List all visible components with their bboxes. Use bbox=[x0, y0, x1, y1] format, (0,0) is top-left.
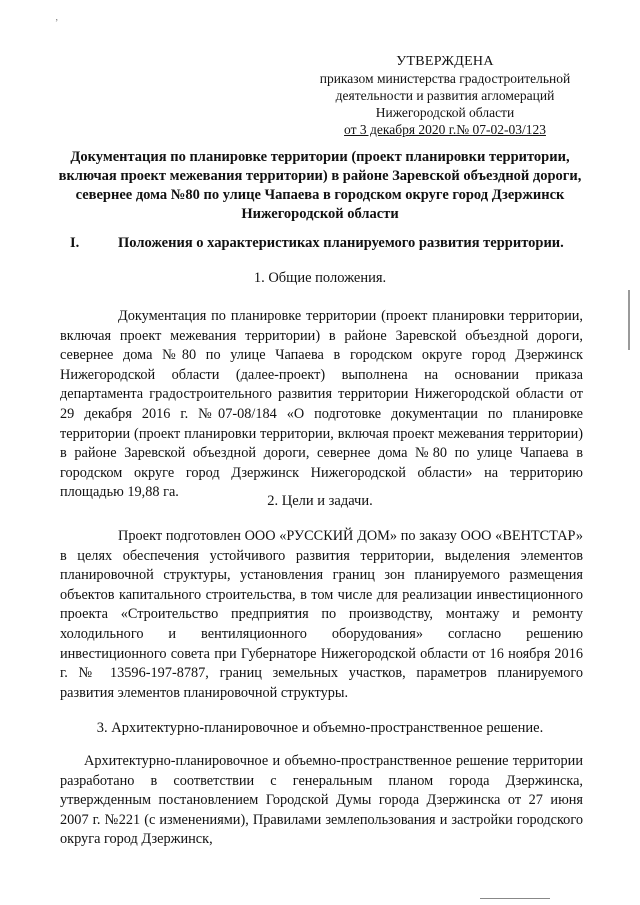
approval-line-1: приказом министерства градостроительной bbox=[319, 71, 571, 86]
approval-heading: УТВЕРЖДЕНА bbox=[396, 54, 494, 69]
subsection-heading-general: 1. Общие положения. bbox=[253, 270, 387, 286]
section-number: I. bbox=[70, 235, 80, 251]
section-heading-text: Положения о характеристиках планируемого развития территории. bbox=[118, 235, 564, 251]
scan-mark: ’ bbox=[55, 18, 59, 29]
document-title: Документация по планировке территории (проект планировки территории, включая проект межевания территории) в районе Заревской объездной дороги, севернее дома №80 по улице Чапаева в городском округе город Дзержинск Нижегородской области bbox=[58, 149, 582, 222]
paragraph-general: Документация по планировке территории (проект планировки территории, включая проект межевания территории) в районе Заревской объездной дороги, севернее дома №80 по улице Чапаева в городском округе город Дзержинск Нижегородской области (далее-проект) выполнена на основании приказа департамента градостроительного развития территории Нижегородской области от 29 декабря 2016 г. №07-08/184 «О подготовке документации по планировке территории (проект планировки территории, включая проект межевания территории) в районе Заревской объездной дороги, севернее дома №80 по улице Чапаева в городском округе город Дзержинск Нижегородской области» на территорию площадью 19,88 га. bbox=[60, 308, 583, 501]
approval-stamp bbox=[310, 53, 580, 138]
subsection-heading-goals: 2. Цели и задачи. bbox=[267, 493, 373, 509]
scan-bottom-line bbox=[480, 898, 550, 899]
approval-line-2: деятельности и развития агломераций bbox=[335, 88, 555, 103]
section-heading bbox=[70, 234, 590, 253]
subsection-heading-architecture: 3. Архитектурно-планировочное и объемно-пространственное решение. bbox=[96, 720, 544, 736]
paragraph-architecture: Архитектурно-планировочное и объемно-пространственное решение территории разработано в соответствии с генеральным планом города Дзержинска, утвержденным постановлением Городской Думы города Дзержинска от 27 июня 2007 г. №221 (с изменениями), Правилами землепользования и застройки городского округа город Дзержинск, bbox=[60, 753, 583, 848]
paragraph-goals: Проект подготовлен ООО «РУССКИЙ ДОМ» по заказу ООО «ВЕНТСТАР» в целях обеспечения устойчивого развития территории, выделения элементов планировочной структуры, установления границ зон планируемого размещения объектов капитального строительства, в том числе для реализации инвестиционного проекта «Строительство предприятия по производству, монтажу и ремонту холодильного и вентиляционного оборудования» согласно решению инвестиционного совета при Губернаторе Нижегородской области от 16 ноября 2016 г. № 13596-197-8787, границ земельных участков, параметров планируемого развития элементов планировочной структуры. bbox=[60, 528, 583, 701]
approval-date-number: от 3 декабря 2020 г.№ 07-02-03/123 bbox=[344, 122, 546, 137]
approval-line-3: Нижегородской области bbox=[375, 105, 515, 120]
scan-margin-mark bbox=[628, 290, 630, 350]
